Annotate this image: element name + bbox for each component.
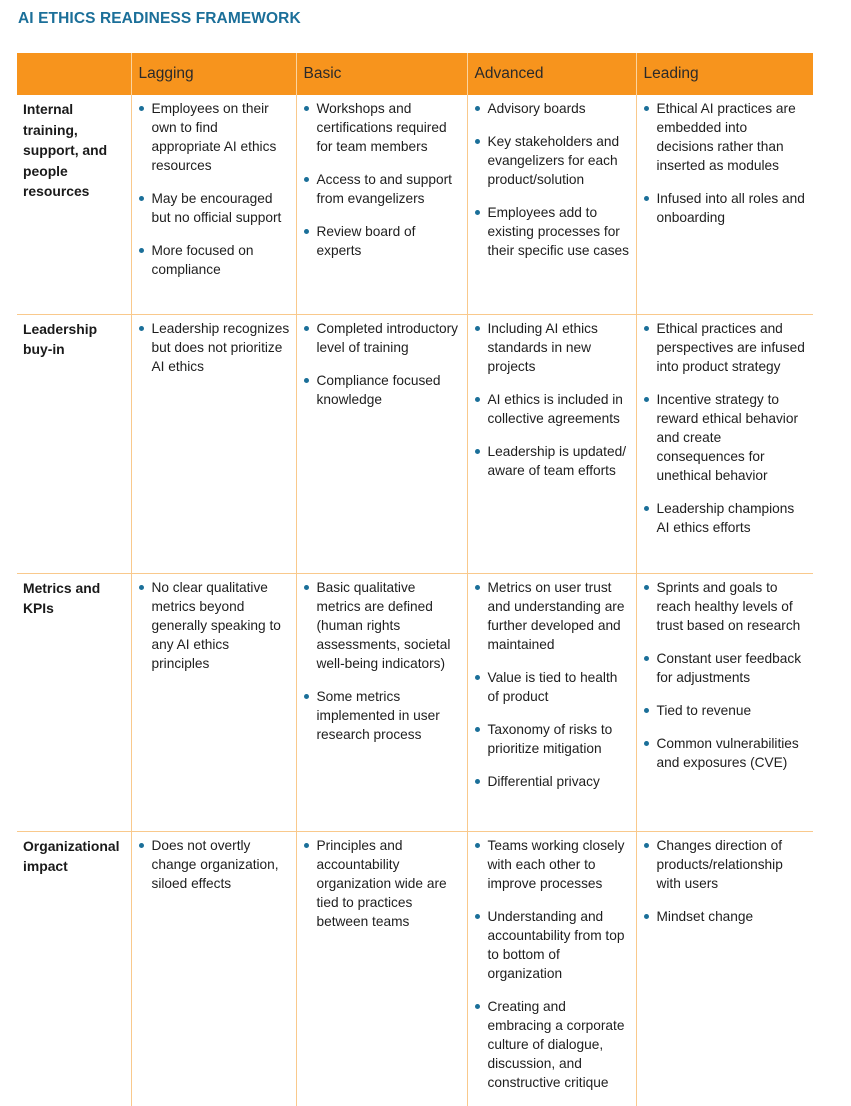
list-item: Leadership champions AI ethics efforts [643, 499, 808, 537]
bullet-list [303, 319, 461, 409]
list-item: Leadership is updated/ aware of team efforts [474, 442, 630, 480]
list-item: Creating and embracing a corporate culture of dialogue, discussion, and constructive critique [474, 997, 630, 1092]
list-item: Sprints and goals to reach healthy levels of trust based on research [643, 578, 808, 635]
cell-advanced [467, 314, 636, 573]
list-item: Employees add to existing processes for their specific use cases [474, 203, 630, 260]
list-item: Ethical practices and perspectives are infused into product strategy [643, 319, 808, 376]
row-leadership-buy-in [17, 314, 813, 573]
header-cell-basic: Basic [296, 53, 467, 95]
cell-lagging [131, 831, 296, 1106]
list-item: Compliance focused knowledge [303, 371, 461, 409]
cell-basic [296, 314, 467, 573]
bullet-list [138, 319, 290, 376]
list-item: Metrics on user trust and understanding are further developed and maintained [474, 578, 630, 654]
header-cell-empty [17, 53, 131, 95]
row-organizational-impact [17, 831, 813, 1106]
list-item: Access to and support from evangelizers [303, 170, 461, 208]
list-item: Completed introductory level of training [303, 319, 461, 357]
cell-advanced [467, 95, 636, 314]
list-item: Advisory boards [474, 99, 630, 118]
bullet-list [303, 836, 461, 931]
row-internal-training [17, 95, 813, 314]
row-metrics-and-kpis [17, 573, 813, 831]
cell-basic [296, 831, 467, 1106]
list-item: Taxonomy of risks to prioritize mitigation [474, 720, 630, 758]
cell-basic [296, 573, 467, 831]
bullet-list [138, 578, 290, 673]
list-item: Leadership recognizes but does not prioritize AI ethics [138, 319, 290, 376]
bullet-list [474, 319, 630, 480]
list-item: Constant user feedback for adjustments [643, 649, 808, 687]
list-item: Changes direction of products/relationship with users [643, 836, 808, 893]
bullet-list [643, 319, 808, 537]
list-item: Basic qualitative metrics are defined (human rights assessments, societal well-being indicators) [303, 578, 461, 673]
cell-lagging [131, 314, 296, 573]
list-item: Value is tied to health of product [474, 668, 630, 706]
list-item: AI ethics is included in collective agreements [474, 390, 630, 428]
bullet-list [643, 836, 808, 926]
list-item: Ethical AI practices are embedded into decisions rather than inserted as modules [643, 99, 808, 175]
list-item: Differential privacy [474, 772, 630, 791]
list-item: Understanding and accountability from top to bottom of organization [474, 907, 630, 983]
cell-leading [636, 573, 813, 831]
header-cell-leading: Leading [636, 53, 813, 95]
list-item: More focused on compliance [138, 241, 290, 279]
cell-advanced [467, 831, 636, 1106]
bullet-list [474, 99, 630, 260]
list-item: Including AI ethics standards in new projects [474, 319, 630, 376]
cell-leading [636, 314, 813, 573]
page-title: AI ETHICS READINESS FRAMEWORK [18, 10, 301, 27]
row-label: Metrics and KPIs [17, 573, 131, 831]
list-item: Common vulnerabilities and exposures (CVE) [643, 734, 808, 772]
list-item: Principles and accountability organization wide are tied to practices between teams [303, 836, 461, 931]
row-label: Leadership buy-in [17, 314, 131, 573]
list-item: Mindset change [643, 907, 808, 926]
header-cell-advanced: Advanced [467, 53, 636, 95]
bullet-list [643, 99, 808, 227]
bullet-list [474, 578, 630, 791]
list-item: Some metrics implemented in user research process [303, 687, 461, 744]
list-item: No clear qualitative metrics beyond generally speaking to any AI ethics principles [138, 578, 290, 673]
row-label: Organizational impact [23, 837, 120, 874]
list-item: Incentive strategy to reward ethical behavior and create consequences for unethical behavior [643, 390, 808, 485]
cell-leading [636, 831, 813, 1106]
cell-lagging [131, 95, 296, 314]
list-item: Infused into all roles and onboarding [643, 189, 808, 227]
header-row [17, 53, 813, 95]
list-item: Teams working closely with each other to improve processes [474, 836, 630, 893]
cell-basic [296, 95, 467, 314]
bullet-list [138, 99, 290, 279]
list-item: Review board of experts [303, 222, 461, 260]
bullet-list [474, 836, 630, 1092]
list-item: Key stakeholders and evangelizers for each product/solution [474, 132, 630, 189]
bullet-list [643, 578, 808, 772]
header-cell-lagging: Lagging [131, 53, 296, 95]
list-item: Workshops and certifications required for team members [303, 99, 461, 156]
cell-leading [636, 95, 813, 314]
row-label: Internal training, support, and people resources [17, 95, 131, 314]
bullet-list [303, 578, 461, 744]
list-item: May be encouraged but no official support [138, 189, 290, 227]
readiness-framework-table [17, 53, 813, 1106]
cell-advanced [467, 573, 636, 831]
list-item: Does not overtly change organization, siloed effects [138, 836, 290, 893]
list-item: Tied to revenue [643, 701, 808, 720]
list-item: Employees on their own to find appropriate AI ethics resources [138, 99, 290, 175]
cell-lagging [131, 573, 296, 831]
bullet-list [138, 836, 290, 893]
bullet-list [303, 99, 461, 260]
